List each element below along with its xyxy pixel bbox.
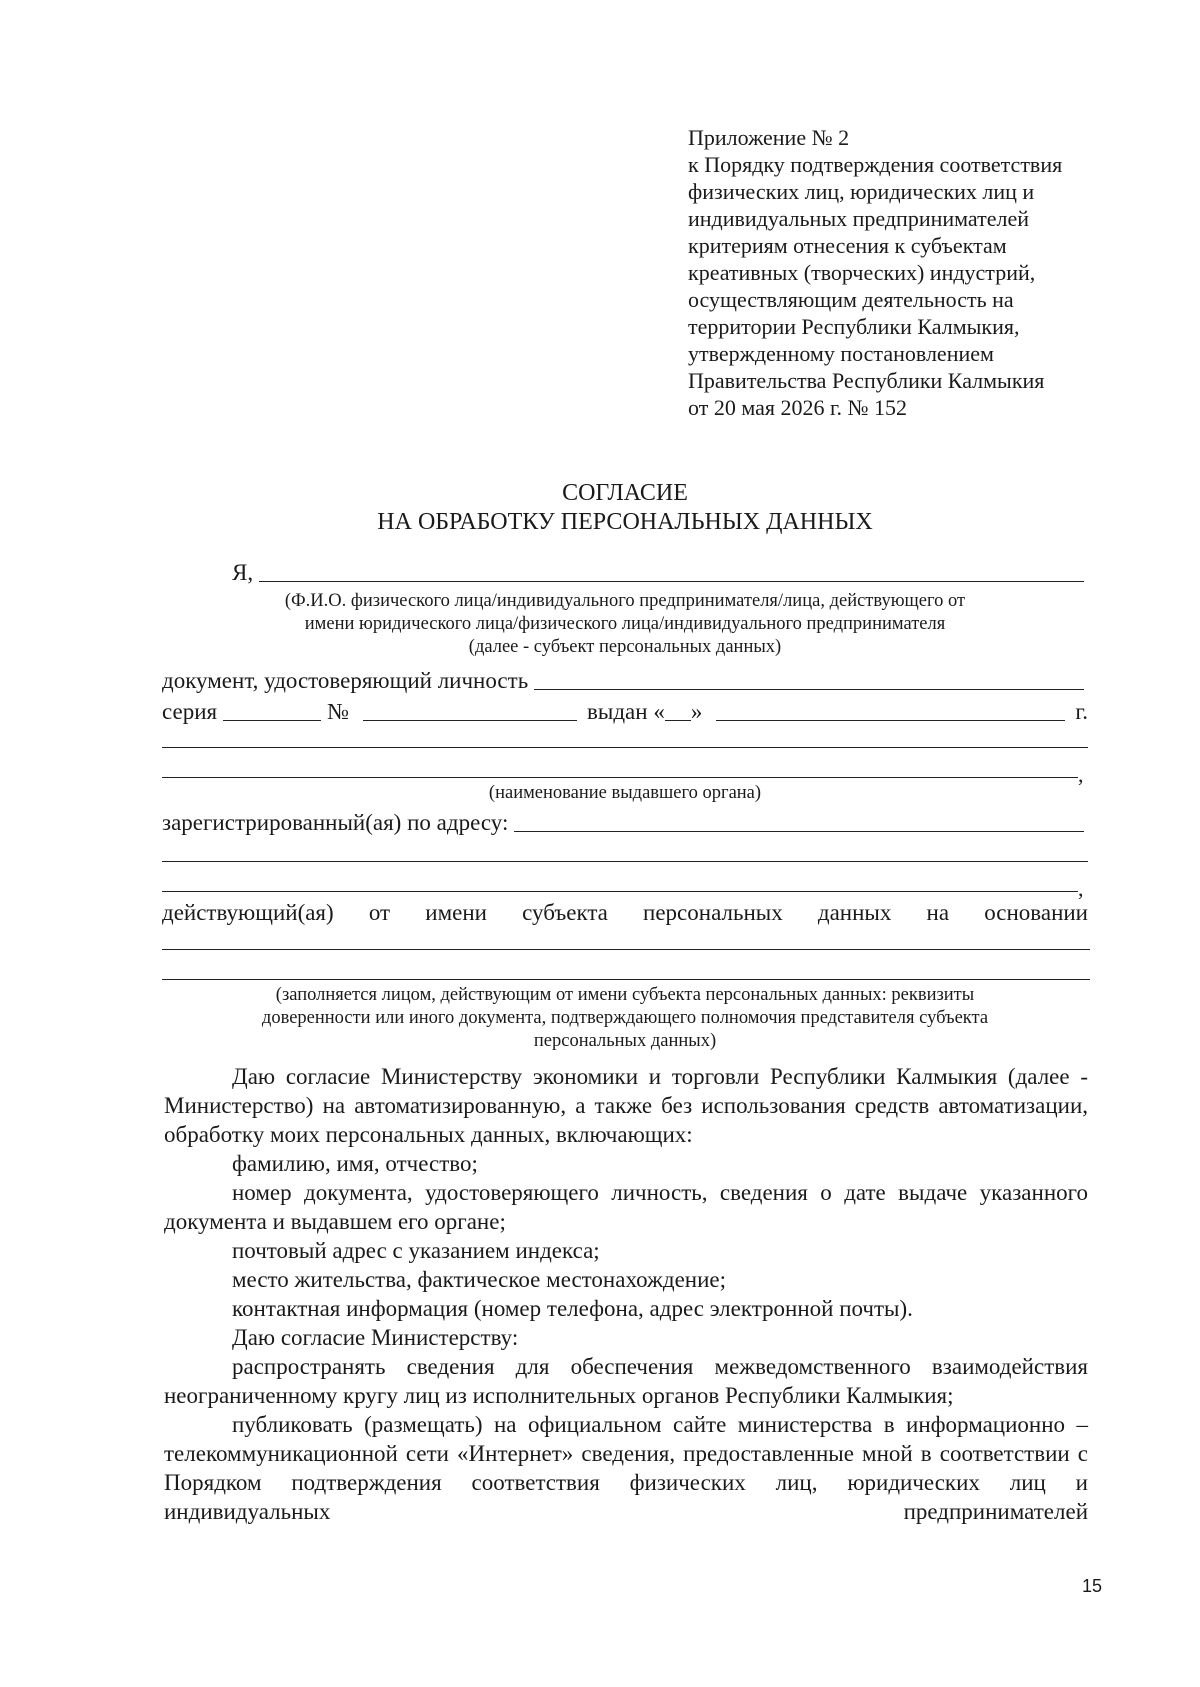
address-row [162,806,1088,836]
representative-caption-line: (заполняется лицом, действующим от имени субъекта персональных данных: реквизиты [275,985,975,1005]
document-field[interactable] [534,667,1084,690]
annex-line: физических лиц, юридических лиц и [688,179,1035,204]
basis-field-line-2[interactable] [162,978,1090,980]
acting-row [162,896,1088,926]
annex-line: к Порядку подтверждения соответствия [688,152,1063,177]
consent-body [164,1062,1088,1526]
series-field[interactable] [223,698,321,721]
address-label: зарегистрированный(ая) по адресу: [162,810,509,835]
representative-caption [162,984,1088,1053]
fio-caption [162,590,1088,659]
issued-label: выдан « [587,699,665,724]
year-suffix: г. [1075,699,1088,724]
issued-date-field[interactable] [716,698,1065,721]
issuer-field-line-2[interactable] [162,776,1078,778]
annex-line: осуществляющим деятельность на [688,287,1014,312]
body-paragraph: распространять сведения для обеспечения межведомственного взаимодействия неограниченному кругу лиц из исполнительных органов Республики Калмыкия; [164,1354,1088,1408]
address-comma: , [1078,876,1084,901]
number-field[interactable] [363,698,577,721]
fio-row [232,556,1088,586]
body-paragraph: фамилию, имя, отчество; [232,1151,478,1176]
annex-line: Правительства Республики Калмыкия [688,368,1045,393]
issuer-comma: , [1078,762,1084,787]
basis-field-line-1[interactable] [162,948,1090,950]
annex-line: от 20 мая 2026 г. № 152 [688,395,908,420]
body-paragraph: Даю согласие Министерству: [232,1325,519,1350]
address-field-line-3[interactable] [162,890,1078,892]
acting-label: действующий(ая) от имени субъекта персональных данных на основании [162,900,1088,925]
address-field[interactable] [514,809,1084,832]
issuer-field-line-1[interactable] [162,746,1088,748]
issued-close: » [690,699,703,724]
address-field-line-2[interactable] [162,860,1088,862]
issued-day-field[interactable] [665,698,691,721]
series-label: серия [162,699,218,724]
representative-caption-line: персональных данных) [533,1031,717,1051]
body-paragraph: номер документа, удостоверяющего личность, сведения о дате выдаче указанного документа и выдавшем его органе; [164,1180,1088,1234]
fio-caption-line: имени юридического лица/физического лица/индивидуального предпринимателя [304,614,946,634]
annex-line: территории Республики Калмыкия, [688,314,1020,339]
fio-label: Я, [232,560,254,585]
page-number: 15 [1082,1576,1103,1596]
annex-block [688,124,1128,421]
fio-field[interactable] [259,559,1084,582]
body-paragraph: почтовый адрес с указанием индекса; [232,1238,600,1263]
issuer-caption: (наименование выдавшего органа) [488,783,762,803]
body-paragraph: место жительства, фактическое местонахождение; [232,1267,727,1292]
number-label: № [327,699,350,724]
body-paragraph: контактная информация (номер телефона, адрес электронной почты). [232,1296,913,1321]
fio-caption-line: (далее - субъект персональных данных) [468,637,782,657]
body-paragraph: публиковать (размещать) на официальном сайте министерства в информационно – телекоммуникационной сети «Интернет» сведения, предоставленные мной в соответствии с Порядком подтверждения соответствия физических лиц, юридических лиц и индивидуальных предпринимателей [164,1412,1088,1524]
annex-line: креативных (творческих) индустрий, [688,260,1036,285]
body-paragraph: Даю согласие Министерству экономики и торговли Республики Калмыкия (далее - Министерство) на автоматизированную, а также без использования средств автоматизации, обработку моих персональных данных, включающих: [164,1064,1088,1147]
fio-caption-line: (Ф.И.О. физического лица/индивидуального предпринимателя/лица, действующего от [284,591,966,611]
document-label: документ, удостоверяющий личность [162,668,529,693]
annex-line: критериям отнесения к субъектам [688,233,1007,258]
document-title: СОГЛАСИЕ [562,480,688,506]
document-row [162,664,1088,694]
representative-caption-line: доверенности или иного документа, подтверждающего полномочия представителя субъекта [261,1008,989,1028]
series-row [162,695,1088,725]
annex-line: утвержденному постановлением [688,341,994,366]
annex-line: индивидуальных предпринимателей [688,206,1029,231]
document-subtitle: НА ОБРАБОТКУ ПЕРСОНАЛЬНЫХ ДАННЫХ [377,509,873,535]
annex-line: Приложение № 2 [688,125,850,150]
